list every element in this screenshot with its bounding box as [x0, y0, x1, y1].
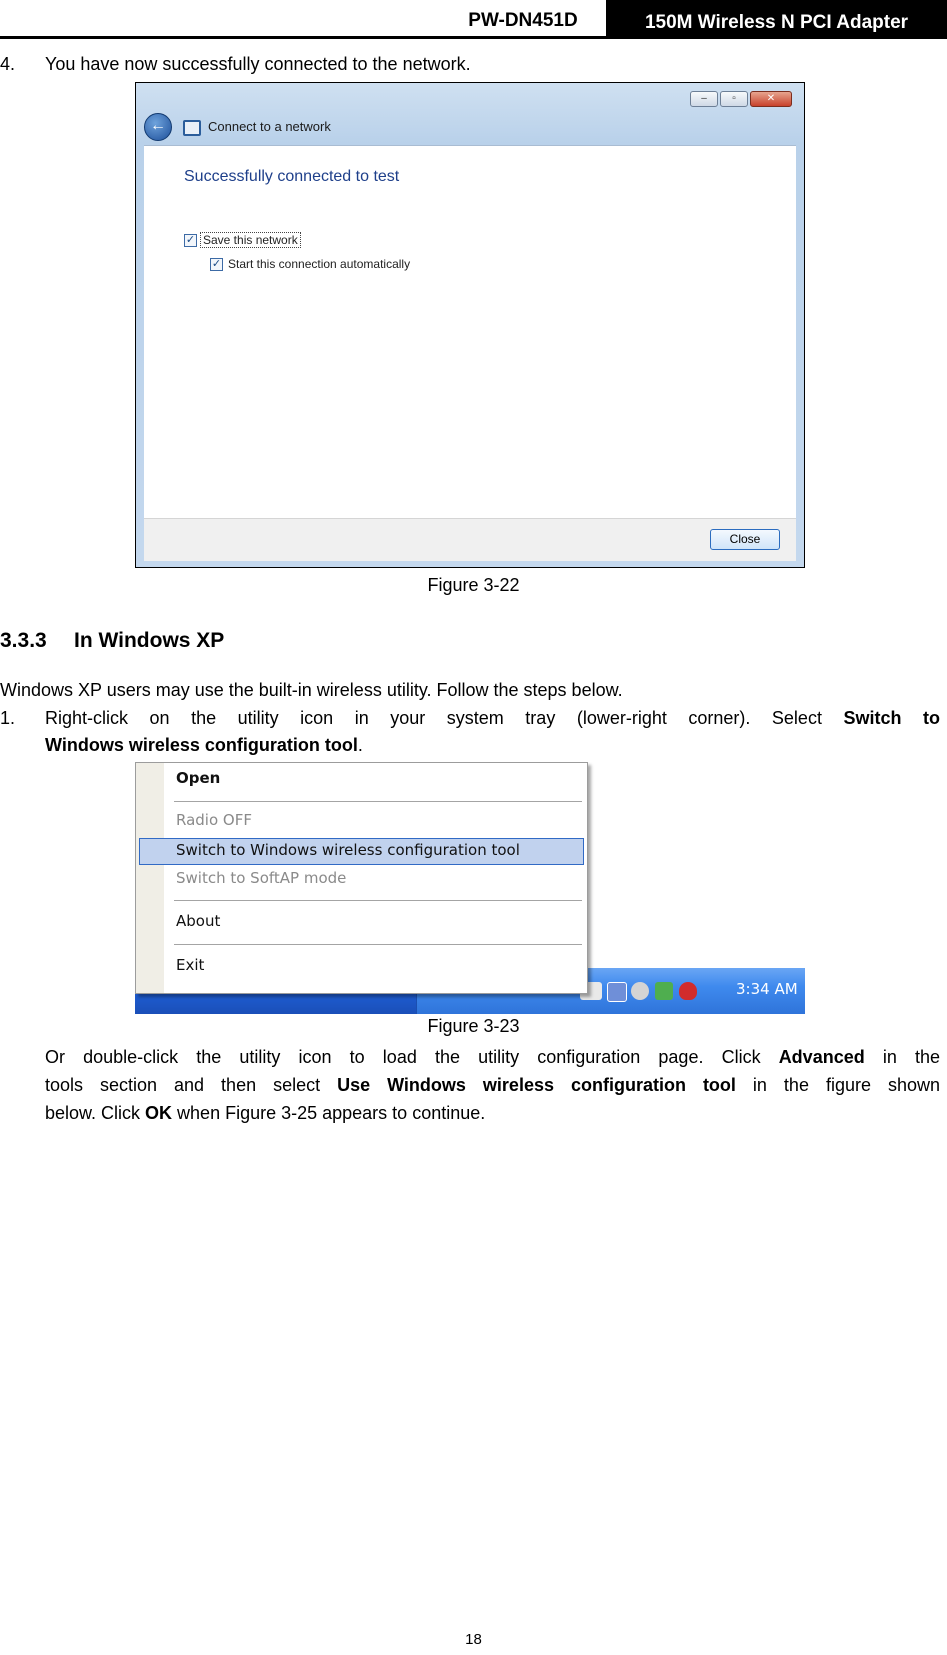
page-number: 18 [465, 1631, 482, 1648]
maximize-button[interactable]: ▫ [720, 91, 748, 107]
tray-clock: 3:34 AM [736, 980, 798, 998]
para-text: in the [864, 1047, 940, 1067]
utility-icon[interactable] [607, 982, 627, 1002]
menu-separator [174, 944, 582, 945]
figure-3-22-dialog [135, 82, 805, 568]
menu-item-softap-mode[interactable]: Switch to SoftAP mode [176, 869, 347, 887]
menu-item-radio-off[interactable]: Radio OFF [176, 811, 252, 829]
success-heading: Successfully connected to test [184, 168, 400, 185]
disk-icon[interactable] [631, 982, 649, 1000]
step1-bold-switch: Switch to [843, 708, 941, 728]
para-text: tools section and then select [45, 1075, 338, 1095]
context-menu [135, 762, 588, 994]
menu-item-about[interactable]: About [176, 912, 221, 930]
step4-number: 4. [0, 54, 16, 74]
save-network-label[interactable]: Save this network [200, 232, 301, 248]
menu-item-open[interactable]: Open [176, 769, 221, 787]
step1-line2 [45, 734, 363, 756]
dialog-title: Connect to a network [208, 119, 331, 134]
window-close-button[interactable]: ✕ [750, 91, 792, 107]
figure-3-23-caption: Figure 3-23 [427, 1016, 520, 1036]
auto-connect-checkbox[interactable]: ✓ [211, 258, 222, 270]
network-tray-icon[interactable] [655, 982, 673, 1000]
header-product: 150M Wireless N PCI Adapter [606, 0, 947, 36]
menu-item-exit[interactable]: Exit [176, 956, 205, 974]
para-text: in the figure shown [735, 1075, 940, 1095]
section-title: In Windows XP [74, 629, 225, 652]
header-model: PW-DN451D [468, 10, 578, 31]
dialog-content [144, 145, 796, 518]
network-icon [183, 120, 201, 136]
step1-number: 1. [0, 708, 16, 728]
save-network-checkbox[interactable]: ✓ [185, 234, 196, 246]
close-button[interactable]: Close [710, 529, 780, 550]
para-text: Or double-click the utility icon to load the utility configuration page. Click [45, 1047, 779, 1067]
section-number: 3.3.3 [0, 629, 47, 652]
para-bold-advanced: Advanced [778, 1047, 865, 1067]
auto-connect-label[interactable]: Start this connection automatically [228, 257, 411, 271]
para-bold-use-windows: Use Windows wireless configuration tool [337, 1075, 736, 1095]
para-bold-ok: OK [145, 1103, 173, 1123]
intro-text: Windows XP users may use the built-in wireless utility. Follow the steps below. [0, 680, 623, 700]
back-arrow-icon[interactable]: ← [144, 113, 172, 141]
para-text: when Figure 3-25 appears to continue. [172, 1103, 486, 1123]
para-line2 [45, 1074, 940, 1096]
minimize-button[interactable]: – [690, 91, 718, 107]
dialog-footer [144, 518, 796, 561]
para-line3 [45, 1102, 485, 1124]
menu-separator [174, 900, 582, 901]
step1-bold-tool: Windows wireless configuration tool [45, 735, 358, 755]
step1-period: . [357, 735, 363, 755]
window-controls [690, 91, 792, 107]
menu-item-switch-windows-tool[interactable]: Switch to Windows wireless configuration tool [176, 841, 520, 859]
menu-separator [174, 801, 582, 802]
para-text: below. Click [45, 1103, 146, 1123]
para-line1 [45, 1046, 940, 1068]
step1-line1 [45, 707, 940, 729]
header-rule [0, 36, 947, 39]
shield-icon[interactable] [679, 982, 697, 1000]
step4-text: You have now successfully connected to the network. [45, 54, 471, 74]
menu-gutter [136, 763, 164, 993]
figure-3-22-caption: Figure 3-22 [427, 575, 520, 595]
figure-3-23-menu [135, 762, 805, 1014]
step1-text: Right-click on the utility icon in your system tray (lower-right corner). Select [45, 708, 844, 728]
